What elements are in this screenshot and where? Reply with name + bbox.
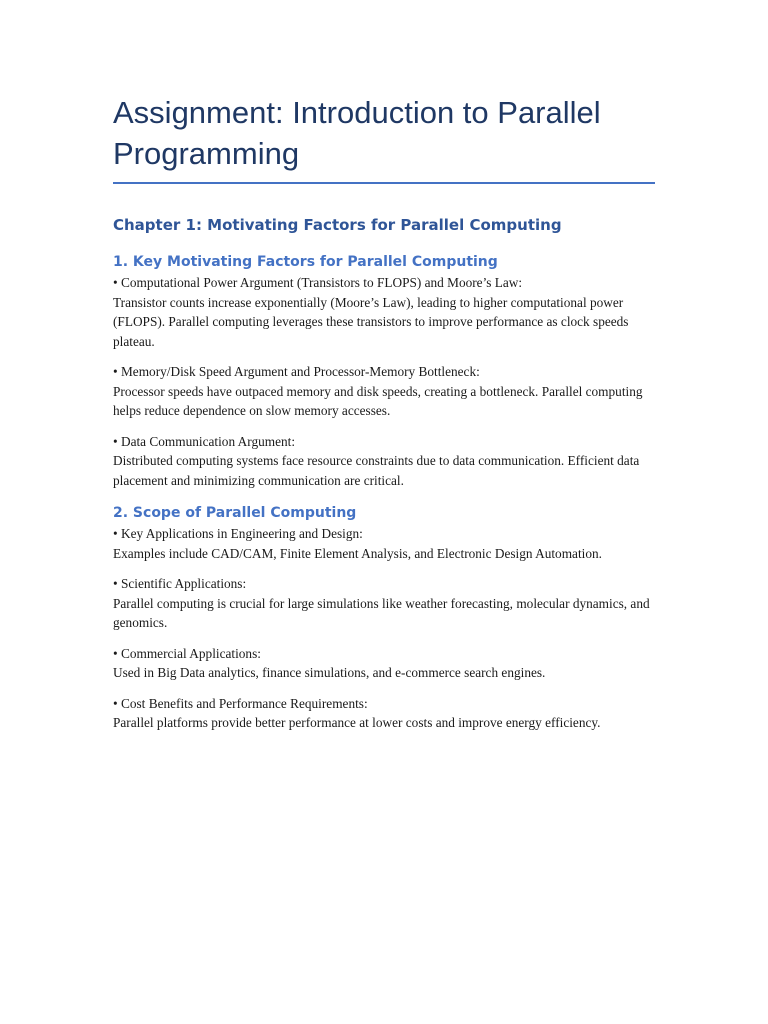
bullet-body: Distributed computing systems face resource constraints due to data communication. Efficient data placement and minimizing communication are critical. [113, 453, 640, 488]
bullet-title: Data Communication Argument: [120, 433, 296, 449]
bullet-body: Used in Big Data analytics, finance simulations, and e-commerce search engines. [113, 665, 546, 680]
bullet-body: Examples include CAD/CAM, Finite Element Analysis, and Electronic Design Automation. [113, 545, 602, 561]
bullet-item [113, 524, 658, 563]
bullet-icon: • [113, 433, 118, 449]
section-scope-of-parallel-computing [113, 504, 658, 733]
bullet-icon: • [113, 645, 118, 661]
bullet-body: Transistor counts increase exponentially (Moore’s Law), leading to higher computational power (FLOPS). Parallel computing leverages these transistors to improve performance as clock speeds plateau. [113, 294, 629, 349]
bullet-body: Parallel computing is crucial for large simulations like weather forecasting, molecular dynamics, and genomics. [113, 595, 650, 630]
bullet-item [113, 362, 658, 421]
chapter-heading: Chapter 1: Motivating Factors for Parallel Computing [113, 216, 562, 234]
bullet-title: Scientific Applications: [120, 576, 247, 591]
bullet-title: Computational Power Argument (Transistors to FLOPS) and Moore’s Law: [120, 275, 523, 290]
bullet-title: Commercial Applications: [120, 645, 261, 661]
bullet-title: Key Applications in Engineering and Design: [120, 526, 363, 541]
bullet-item [113, 273, 658, 351]
page-title: Assignment: Introduction to Parallel Programming [113, 95, 601, 171]
bullet-title: Cost Benefits and Performance Requirements: [120, 695, 368, 711]
section-heading: 2. Scope of Parallel Computing [113, 505, 357, 521]
bullet-title: Memory/Disk Speed Argument and Processor-Memory Bottleneck: [120, 364, 480, 379]
section-heading: 1. Key Motivating Factors for Parallel Computing [113, 254, 498, 270]
document-content [113, 92, 658, 733]
bullet-icon: • [113, 576, 118, 591]
bullet-body: Processor speeds have outpaced memory and disk speeds, creating a bottleneck. Parallel computing helps reduce dependence on slow memory accesses. [113, 383, 643, 418]
section-key-motivating-factors [113, 253, 658, 490]
bullet-item [113, 694, 658, 733]
bullet-item [113, 644, 658, 683]
bullet-icon: • [113, 275, 118, 290]
bullet-item [113, 432, 658, 491]
bullet-item [113, 574, 658, 633]
bullet-icon: • [113, 526, 118, 541]
bullet-icon: • [113, 364, 118, 379]
bullet-body: Parallel platforms provide better performance at lower costs and improve energy efficiency. [113, 715, 601, 730]
title-divider [113, 182, 655, 184]
bullet-icon: • [113, 695, 118, 711]
